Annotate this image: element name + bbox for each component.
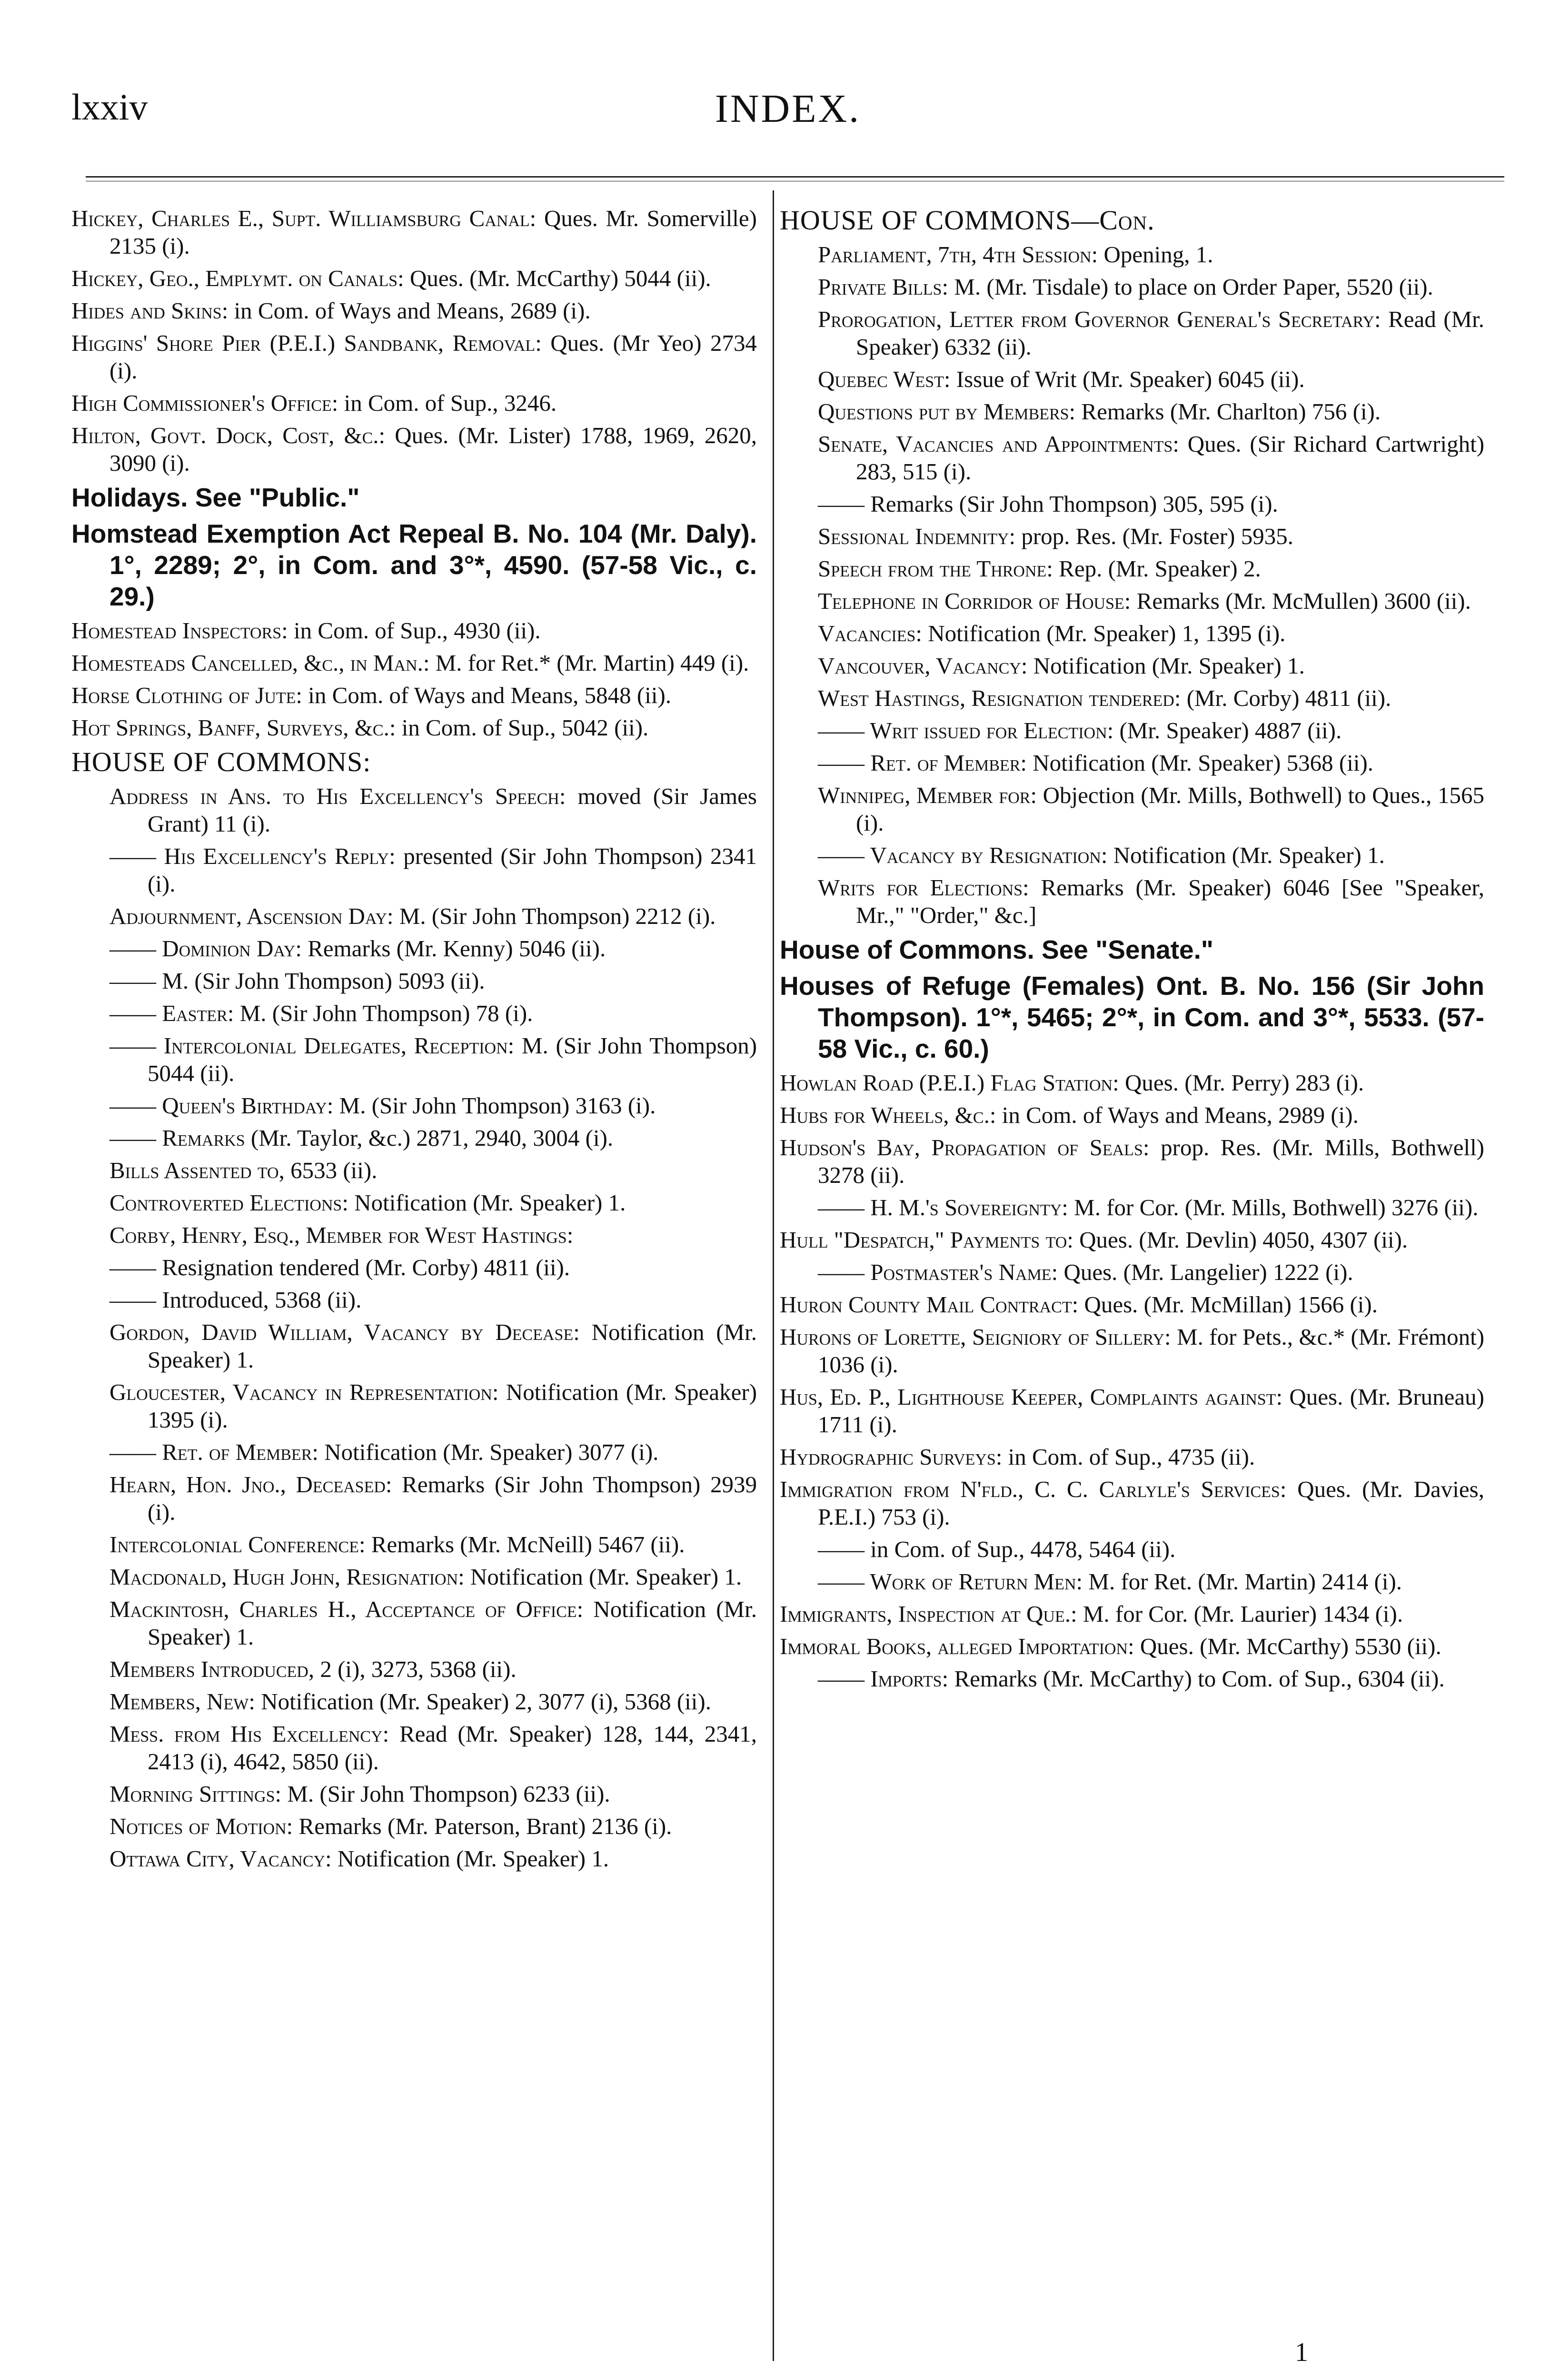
- index-entry-text: (Mr. Daly). 1°, 2289; 2°, in Com. and 3°*, 4590. (57-58 Vic., c. 29.): [109, 519, 757, 611]
- index-entry: [780, 490, 1484, 518]
- index-entry: [71, 265, 757, 292]
- index-entry-heading: Vacancies:: [818, 620, 923, 646]
- index-entry-heading: Sessional Indemnity:: [818, 523, 1016, 549]
- index-entry-text: Ques. (Mr. McMillan) 1566 (i).: [1084, 1291, 1378, 1318]
- index-entry-heading: Prorogation, Letter from Governor General's Secretary:: [818, 306, 1381, 332]
- index-entry: [71, 843, 757, 898]
- index-entry-text: 2 (i), 3273, 5368 (ii).: [320, 1656, 517, 1682]
- index-entry-text: M. (Mr. Tisdale) to place on Order Paper, 5520 (ii).: [954, 274, 1433, 300]
- index-entry-text: (Mr. Corby) 4811 (ii).: [1186, 685, 1391, 711]
- index-entry-text: Ques. (Sir Richard Cartwright) 283, 515 (i).: [856, 431, 1485, 485]
- index-entry-heading: Huron County Mail Contract:: [780, 1291, 1079, 1318]
- index-entry-text: 6533 (ii).: [290, 1157, 378, 1183]
- index-entry: [71, 329, 757, 385]
- index-entry: [780, 1383, 1484, 1438]
- index-entry: [71, 1845, 757, 1873]
- index-entry-text: Notification (Mr. Speaker) 1.: [337, 1845, 609, 1872]
- index-entry: [71, 783, 757, 838]
- index-entry-heading: —— Queen's Birthday:: [109, 1092, 334, 1119]
- index-entry: [71, 682, 757, 709]
- index-entry-text: Notification (Mr. Speaker) 1, 1395 (i).: [928, 620, 1286, 646]
- index-entry: [71, 1596, 757, 1651]
- index-entry-text: Ques. (Mr. Lister) 1788, 1969, 2620, 3090 (i).: [109, 422, 757, 476]
- index-entry-text: M. for Cor. (Mr. Laurier) 1434 (i).: [1083, 1601, 1403, 1627]
- index-entry: [780, 241, 1484, 268]
- index-entry-text: Notification (Mr. Speaker) 5368 (ii).: [1033, 750, 1374, 776]
- index-entry-heading: HOUSE OF COMMONS:: [71, 746, 371, 777]
- index-entry-heading: —— Ret. of Member:: [818, 750, 1027, 776]
- index-entry: [780, 366, 1484, 393]
- index-entry-text: in Com. of Sup., 5042 (ii).: [401, 714, 649, 741]
- column-divider: [773, 190, 774, 2361]
- index-entry-text: Notification (Mr. Speaker) 1.: [470, 1564, 742, 1590]
- index-entry-text: Introduced, 5368 (ii).: [162, 1287, 362, 1313]
- index-entry: [780, 842, 1484, 869]
- index-entry-heading: —— M.: [109, 968, 189, 994]
- index-entry-heading: West Hastings, Resignation tendered:: [818, 685, 1181, 711]
- index-entry: [780, 782, 1484, 837]
- index-entry-text: M. for Ret.* (Mr. Martin) 449 (i).: [435, 650, 749, 676]
- index-entry-text: Notification (Mr. Speaker) 2, 3077 (i), 5368 (ii).: [261, 1688, 711, 1715]
- index-entry-heading: ——: [818, 1536, 864, 1562]
- index-entry-text: Notification (Mr. Speaker) 1.: [1113, 842, 1385, 868]
- index-entry-text: Notification (Mr. Speaker) 3077 (i).: [324, 1439, 659, 1465]
- index-entry: [71, 1092, 757, 1120]
- index-entry: [780, 398, 1484, 426]
- index-entry: [780, 1476, 1484, 1531]
- index-entry: [71, 1124, 757, 1152]
- index-entry: [71, 1563, 757, 1591]
- header-rule: [86, 176, 1504, 178]
- index-entry: [71, 714, 757, 742]
- index-entry-text: M. (Sir John Thompson) 2212 (i).: [399, 903, 716, 929]
- index-entry-heading: Adjournment, Ascension Day:: [109, 903, 394, 929]
- index-entry-heading: Mess. from His Excellency:: [109, 1721, 389, 1747]
- index-entry: [780, 749, 1484, 777]
- index-entry-heading: Homestead Inspectors:: [71, 617, 288, 644]
- index-entry-text: (Sir John Thompson). 1°*, 5465; 2°*, in Com. and 3°*, 5533. (57-58 Vic., c. 60.): [818, 971, 1485, 1063]
- index-entry: [780, 717, 1484, 744]
- index-entry-text: Remarks (Sir John Thompson) 305, 595 (i).: [870, 491, 1278, 517]
- index-entry-heading: —— Easter:: [109, 1000, 234, 1026]
- index-entry-text: Ques. Mr. Somerville) 2135 (i).: [109, 205, 757, 259]
- index-entry: [71, 482, 757, 513]
- index-entry-text: Notification (Mr. Speaker) 1.: [1033, 653, 1305, 679]
- index-entry-text: in Com. of Sup., 4735 (ii).: [1008, 1444, 1255, 1470]
- index-entry-text: Remarks (Mr. Charlton) 756 (i).: [1081, 398, 1381, 425]
- index-entry-text: (Sir John Thompson) 5093 (ii).: [194, 968, 485, 994]
- index-entry: [780, 970, 1484, 1064]
- index-entry-heading: Howlan Road (P.E.I.) Flag Station:: [780, 1070, 1119, 1096]
- index-entry-heading: —— Remarks: [109, 1125, 245, 1151]
- index-entry-text: Notification (Mr. Speaker) 1.: [148, 1319, 757, 1373]
- index-entry-heading: Bills Assented to,: [109, 1157, 285, 1183]
- index-entry: [71, 1813, 757, 1840]
- index-entry-text: Notification (Mr. Speaker) 1.: [354, 1190, 626, 1216]
- index-entry: [780, 1101, 1484, 1129]
- index-entry-heading: —— Vacancy by Resignation:: [818, 842, 1108, 868]
- index-entry: [780, 1134, 1484, 1189]
- index-entry-heading: Intercolonial Conference:: [109, 1531, 366, 1557]
- index-entry-heading: Holidays.: [71, 483, 188, 512]
- index-entry: [71, 297, 757, 325]
- index-entry: [780, 1194, 1484, 1221]
- index-entry: [780, 1259, 1484, 1286]
- left-column: [71, 205, 757, 1877]
- index-entry-text: M. for Ret. (Mr. Martin) 2414 (i).: [1088, 1568, 1402, 1595]
- index-entry-text: in Com. of Ways and Means, 2689 (i).: [234, 298, 591, 324]
- index-entry-text: Objection (Mr. Mills, Bothwell) to Ques., 1565 (i).: [856, 782, 1484, 836]
- index-entry-heading: Address in Ans. to His Excellency's Speech:: [109, 783, 566, 809]
- index-entry: [71, 1656, 757, 1683]
- index-entry-text: (Mr. Taylor, &c.) 2871, 2940, 3004 (i).: [250, 1125, 614, 1151]
- index-entry-heading: Hearn, Hon. Jno., Deceased:: [109, 1471, 392, 1497]
- index-entry: [71, 422, 757, 477]
- index-entry: [71, 1157, 757, 1184]
- index-entry-heading: —— Imports:: [818, 1666, 949, 1692]
- index-entry-heading: —— Ret. of Member:: [109, 1439, 318, 1465]
- index-entry-heading: Controverted Elections:: [109, 1190, 348, 1216]
- index-entry-text: in Com. of Sup., 4478, 5464 (ii).: [870, 1536, 1176, 1562]
- page-header: [71, 86, 1504, 143]
- index-entry-heading: Hides and Skins:: [71, 298, 229, 324]
- index-entry-heading: —— Intercolonial Delegates, Reception:: [109, 1032, 515, 1059]
- index-entry: [71, 205, 757, 260]
- index-entry-heading: Hilton, Govt. Dock, Cost, &c.:: [71, 422, 386, 448]
- index-entry-text: prop. Res. (Mr. Mills, Bothwell) 3278 (ii).: [818, 1134, 1485, 1188]
- index-entry: [71, 746, 757, 778]
- index-entry-heading: ——: [109, 1287, 156, 1313]
- index-entry-heading: HOUSE OF COMMONS—Con.: [780, 205, 1155, 236]
- index-entry-heading: Macdonald, Hugh John, Resignation:: [109, 1564, 465, 1590]
- index-entry-heading: —— H. M.'s Sovereignty:: [818, 1194, 1068, 1220]
- index-entry-heading: High Commissioner's Office:: [71, 390, 338, 416]
- index-entry-heading: —— Writ issued for Election:: [818, 717, 1114, 744]
- index-entry: [71, 1438, 757, 1466]
- index-entry: [71, 1000, 757, 1027]
- index-entry: [780, 652, 1484, 680]
- index-entry-heading: Gordon, David William, Vacancy by Decease:: [109, 1319, 580, 1345]
- index-entry-heading: Hull "Despatch," Payments to:: [780, 1227, 1073, 1253]
- index-entry: [71, 967, 757, 995]
- index-entry: [71, 902, 757, 930]
- index-entry-heading: Notices of Motion:: [109, 1813, 293, 1839]
- index-entry: [780, 684, 1484, 712]
- index-entry: [71, 389, 757, 417]
- index-entry-text: Ques. (Mr. McCarthy) 5530 (ii).: [1140, 1633, 1441, 1659]
- index-entry-heading: Telephone in Corridor of House:: [818, 588, 1131, 614]
- index-entry-text: in Com. of Ways and Means, 5848 (ii).: [308, 682, 672, 708]
- index-entry-text: in Com. of Ways and Means, 2989 (i).: [1002, 1102, 1359, 1128]
- index-entry: [780, 430, 1484, 486]
- index-entry-heading: Immigration from N'fld., C. C. Carlyle's Services:: [780, 1476, 1287, 1502]
- index-entry-text: Rep. (Mr. Speaker) 2.: [1059, 555, 1261, 582]
- index-entry-text: M. (Sir John Thompson) 78 (i).: [239, 1000, 533, 1026]
- index-entry-heading: —— Postmaster's Name:: [818, 1259, 1058, 1285]
- index-entry: [780, 1443, 1484, 1471]
- index-entry-text: See "Public.": [195, 483, 360, 512]
- index-entry-text: Remarks (Mr. McCarthy) to Com. of Sup., 6304 (ii).: [954, 1666, 1445, 1692]
- index-entry-heading: Vancouver, Vacancy:: [818, 653, 1028, 679]
- index-entry: [780, 1665, 1484, 1693]
- page-number: lxxiv: [71, 86, 148, 128]
- index-entry-text: Remarks (Mr. McNeill) 5467 (ii).: [371, 1531, 685, 1557]
- page-title: INDEX.: [715, 87, 861, 131]
- index-entry-heading: Winnipeg, Member for:: [818, 782, 1037, 808]
- index-entry: [71, 1378, 757, 1434]
- index-entry: [780, 934, 1484, 965]
- index-entry: [71, 1221, 757, 1249]
- index-entry-text: Ques. (Mr. Bruneau) 1711 (i).: [818, 1384, 1485, 1438]
- index-entry: [780, 1291, 1484, 1319]
- index-entry-heading: Private Bills:: [818, 274, 949, 300]
- index-entry: [780, 620, 1484, 647]
- index-entry: [71, 1254, 757, 1281]
- index-entry-heading: Questions put by Members:: [818, 398, 1076, 425]
- index-entry-heading: Higgins' Shore Pier (P.E.I.) Sandbank, Removal:: [71, 330, 542, 356]
- index-entry: [71, 1319, 757, 1374]
- index-entry-text: Notification (Mr. Speaker) 1395 (i).: [148, 1379, 757, 1433]
- index-entry-heading: Immoral Books, alleged Importation:: [780, 1633, 1134, 1659]
- index-entry: [780, 1536, 1484, 1563]
- index-entry-heading: Hurons of Lorette, Seigniory of Sillery:: [780, 1324, 1171, 1350]
- index-entry-text: Opening, 1.: [1103, 241, 1213, 268]
- index-entry: [780, 1600, 1484, 1628]
- index-entry-heading: Members Introduced,: [109, 1656, 315, 1682]
- index-entry-text: M. (Sir John Thompson) 6233 (ii).: [287, 1781, 610, 1807]
- index-entry: [780, 555, 1484, 583]
- index-entry: [780, 587, 1484, 615]
- index-entry-heading: Immigrants, Inspection at Que.:: [780, 1601, 1077, 1627]
- index-entry-text: Ques. (Mr. Langelier) 1222 (i).: [1063, 1259, 1353, 1285]
- index-entry: [71, 1286, 757, 1314]
- index-entry-text: Remarks (Mr. Paterson, Brant) 2136 (i).: [298, 1813, 672, 1839]
- index-entry-heading: Corby, Henry, Esq., Member for West Hastings:: [109, 1222, 574, 1248]
- index-entry-heading: Speech from the Throne:: [818, 555, 1053, 582]
- right-column: [780, 205, 1484, 1697]
- footer-mark: 1: [1295, 2338, 1308, 2367]
- index-entry-text: Ques. (Mr. Davies, P.E.I.) 753 (i).: [818, 1476, 1484, 1530]
- index-entry-heading: Hubs for Wheels, &c.:: [780, 1102, 996, 1128]
- index-entry-text: Remarks (Mr. McMullen) 3600 (ii).: [1136, 588, 1471, 614]
- index-entry: [71, 1688, 757, 1716]
- index-entry: [780, 306, 1484, 361]
- index-entry: [780, 523, 1484, 550]
- index-entry: [71, 935, 757, 962]
- index-entry-text: moved (Sir James Grant) 11 (i).: [148, 783, 757, 837]
- index-entry-heading: Parliament, 7th, 4th Session:: [818, 241, 1098, 268]
- index-entry: [71, 617, 757, 645]
- index-entry-heading: Members, New:: [109, 1688, 255, 1715]
- index-entry: [780, 874, 1484, 929]
- index-entry-text: Notification (Mr. Speaker) 1.: [148, 1596, 757, 1650]
- index-entry-heading: ——: [109, 1254, 156, 1280]
- index-entry-text: M. for Pets., &c.* (Mr. Frémont) 1036 (i).: [818, 1324, 1485, 1378]
- index-entry-heading: Quebec West:: [818, 366, 951, 392]
- index-entry: [71, 1720, 757, 1775]
- index-entry-heading: Morning Sittings:: [109, 1781, 282, 1807]
- index-entry: [71, 1531, 757, 1558]
- index-entry-text: See "Senate.": [1042, 935, 1213, 964]
- index-entry: [71, 1189, 757, 1217]
- index-entry-text: Issue of Writ (Mr. Speaker) 6045 (ii).: [956, 366, 1305, 392]
- index-entry-heading: Senate, Vacancies and Appointments:: [818, 431, 1179, 457]
- index-entry: [780, 1226, 1484, 1254]
- index-entry-heading: —— His Excellency's Reply:: [109, 843, 396, 869]
- index-entry-heading: Writs for Elections:: [818, 874, 1029, 901]
- index-entry-text: M. for Cor. (Mr. Mills, Bothwell) 3276 (ii).: [1074, 1194, 1479, 1220]
- index-entry-text: in Com. of Sup., 4930 (ii).: [294, 617, 541, 644]
- index-entry-heading: Hus, Ed. P., Lighthouse Keeper, Complaints against:: [780, 1384, 1283, 1410]
- index-entry-text: Remarks (Mr. Speaker) 6046 [See "Speaker, Mr.," "Order," &c.]: [856, 874, 1485, 928]
- index-entry: [71, 1780, 757, 1808]
- index-entry-heading: ——: [818, 491, 864, 517]
- index-entry-heading: House of Commons.: [780, 935, 1034, 964]
- index-entry-text: Read (Mr. Speaker) 6332 (ii).: [856, 306, 1485, 360]
- index-entry-text: Ques. (Mr. McCarthy) 5044 (ii).: [409, 265, 711, 291]
- index-entry: [71, 649, 757, 677]
- index-entry-text: M. (Sir John Thompson) 3163 (i).: [339, 1092, 656, 1119]
- index-entry-text: (Mr. Speaker) 4887 (ii).: [1119, 717, 1342, 744]
- index-entry-text: Ques. (Mr. Perry) 283 (i).: [1124, 1070, 1364, 1096]
- index-entry-text: Read (Mr. Speaker) 128, 144, 2341, 2413 (i), 4642, 5850 (ii).: [148, 1721, 757, 1775]
- index-entry-heading: Hydrographic Surveys:: [780, 1444, 1003, 1470]
- index-entry-heading: Houses of Refuge (Females) Ont. B. No. 156: [780, 971, 1355, 1001]
- index-entry: [71, 518, 757, 612]
- index-entry-heading: Mackintosh, Charles H., Acceptance of Office:: [109, 1596, 584, 1622]
- index-entry-text: presented (Sir John Thompson) 2341 (i).: [148, 843, 757, 897]
- index-entry-heading: Hickey, Charles E., Supt. Williamsburg Canal:: [71, 205, 537, 231]
- index-entry: [780, 1568, 1484, 1596]
- index-entry: [780, 1069, 1484, 1097]
- index-entry-heading: Homesteads Cancelled, &c., in Man.:: [71, 650, 430, 676]
- index-entry: [780, 205, 1484, 236]
- index-entry-text: Remarks (Sir John Thompson) 2939 (i).: [148, 1471, 757, 1525]
- index-entry-heading: —— Work of Return Men:: [818, 1568, 1083, 1595]
- index-entry: [780, 273, 1484, 301]
- index-entry: [780, 1323, 1484, 1378]
- index-entry: [780, 1633, 1484, 1660]
- index-entry-heading: —— Dominion Day:: [109, 935, 302, 962]
- index-entry-heading: Gloucester, Vacancy in Representation:: [109, 1379, 499, 1405]
- index-entry-heading: Horse Clothing of Jute:: [71, 682, 303, 708]
- index-entry-text: Remarks (Mr. Kenny) 5046 (ii).: [308, 935, 606, 962]
- index-entry-heading: Homstead Exemption Act Repeal B. No. 104: [71, 519, 622, 548]
- index-entry-heading: Hudson's Bay, Propagation of Seals:: [780, 1134, 1150, 1160]
- index-entry-text: Ques. (Mr Yeo) 2734 (i).: [109, 330, 757, 384]
- index-entry-text: Ques. (Mr. Devlin) 4050, 4307 (ii).: [1079, 1227, 1408, 1253]
- index-entry-text: prop. Res. (Mr. Foster) 5935.: [1021, 523, 1293, 549]
- index-entry-text: in Com. of Sup., 3246.: [344, 390, 557, 416]
- index-entry-heading: Hot Springs, Banff, Surveys, &c.:: [71, 714, 396, 741]
- index-entry-text: Resignation tendered (Mr. Corby) 4811 (ii).: [162, 1254, 570, 1280]
- index-entry-heading: Hickey, Geo., Emplymt. on Canals:: [71, 265, 404, 291]
- index-entry-heading: Ottawa City, Vacancy:: [109, 1845, 332, 1872]
- index-entry: [71, 1471, 757, 1526]
- index-entry-text: M. (Sir John Thompson) 5044 (ii).: [148, 1032, 757, 1086]
- index-entry: [71, 1032, 757, 1087]
